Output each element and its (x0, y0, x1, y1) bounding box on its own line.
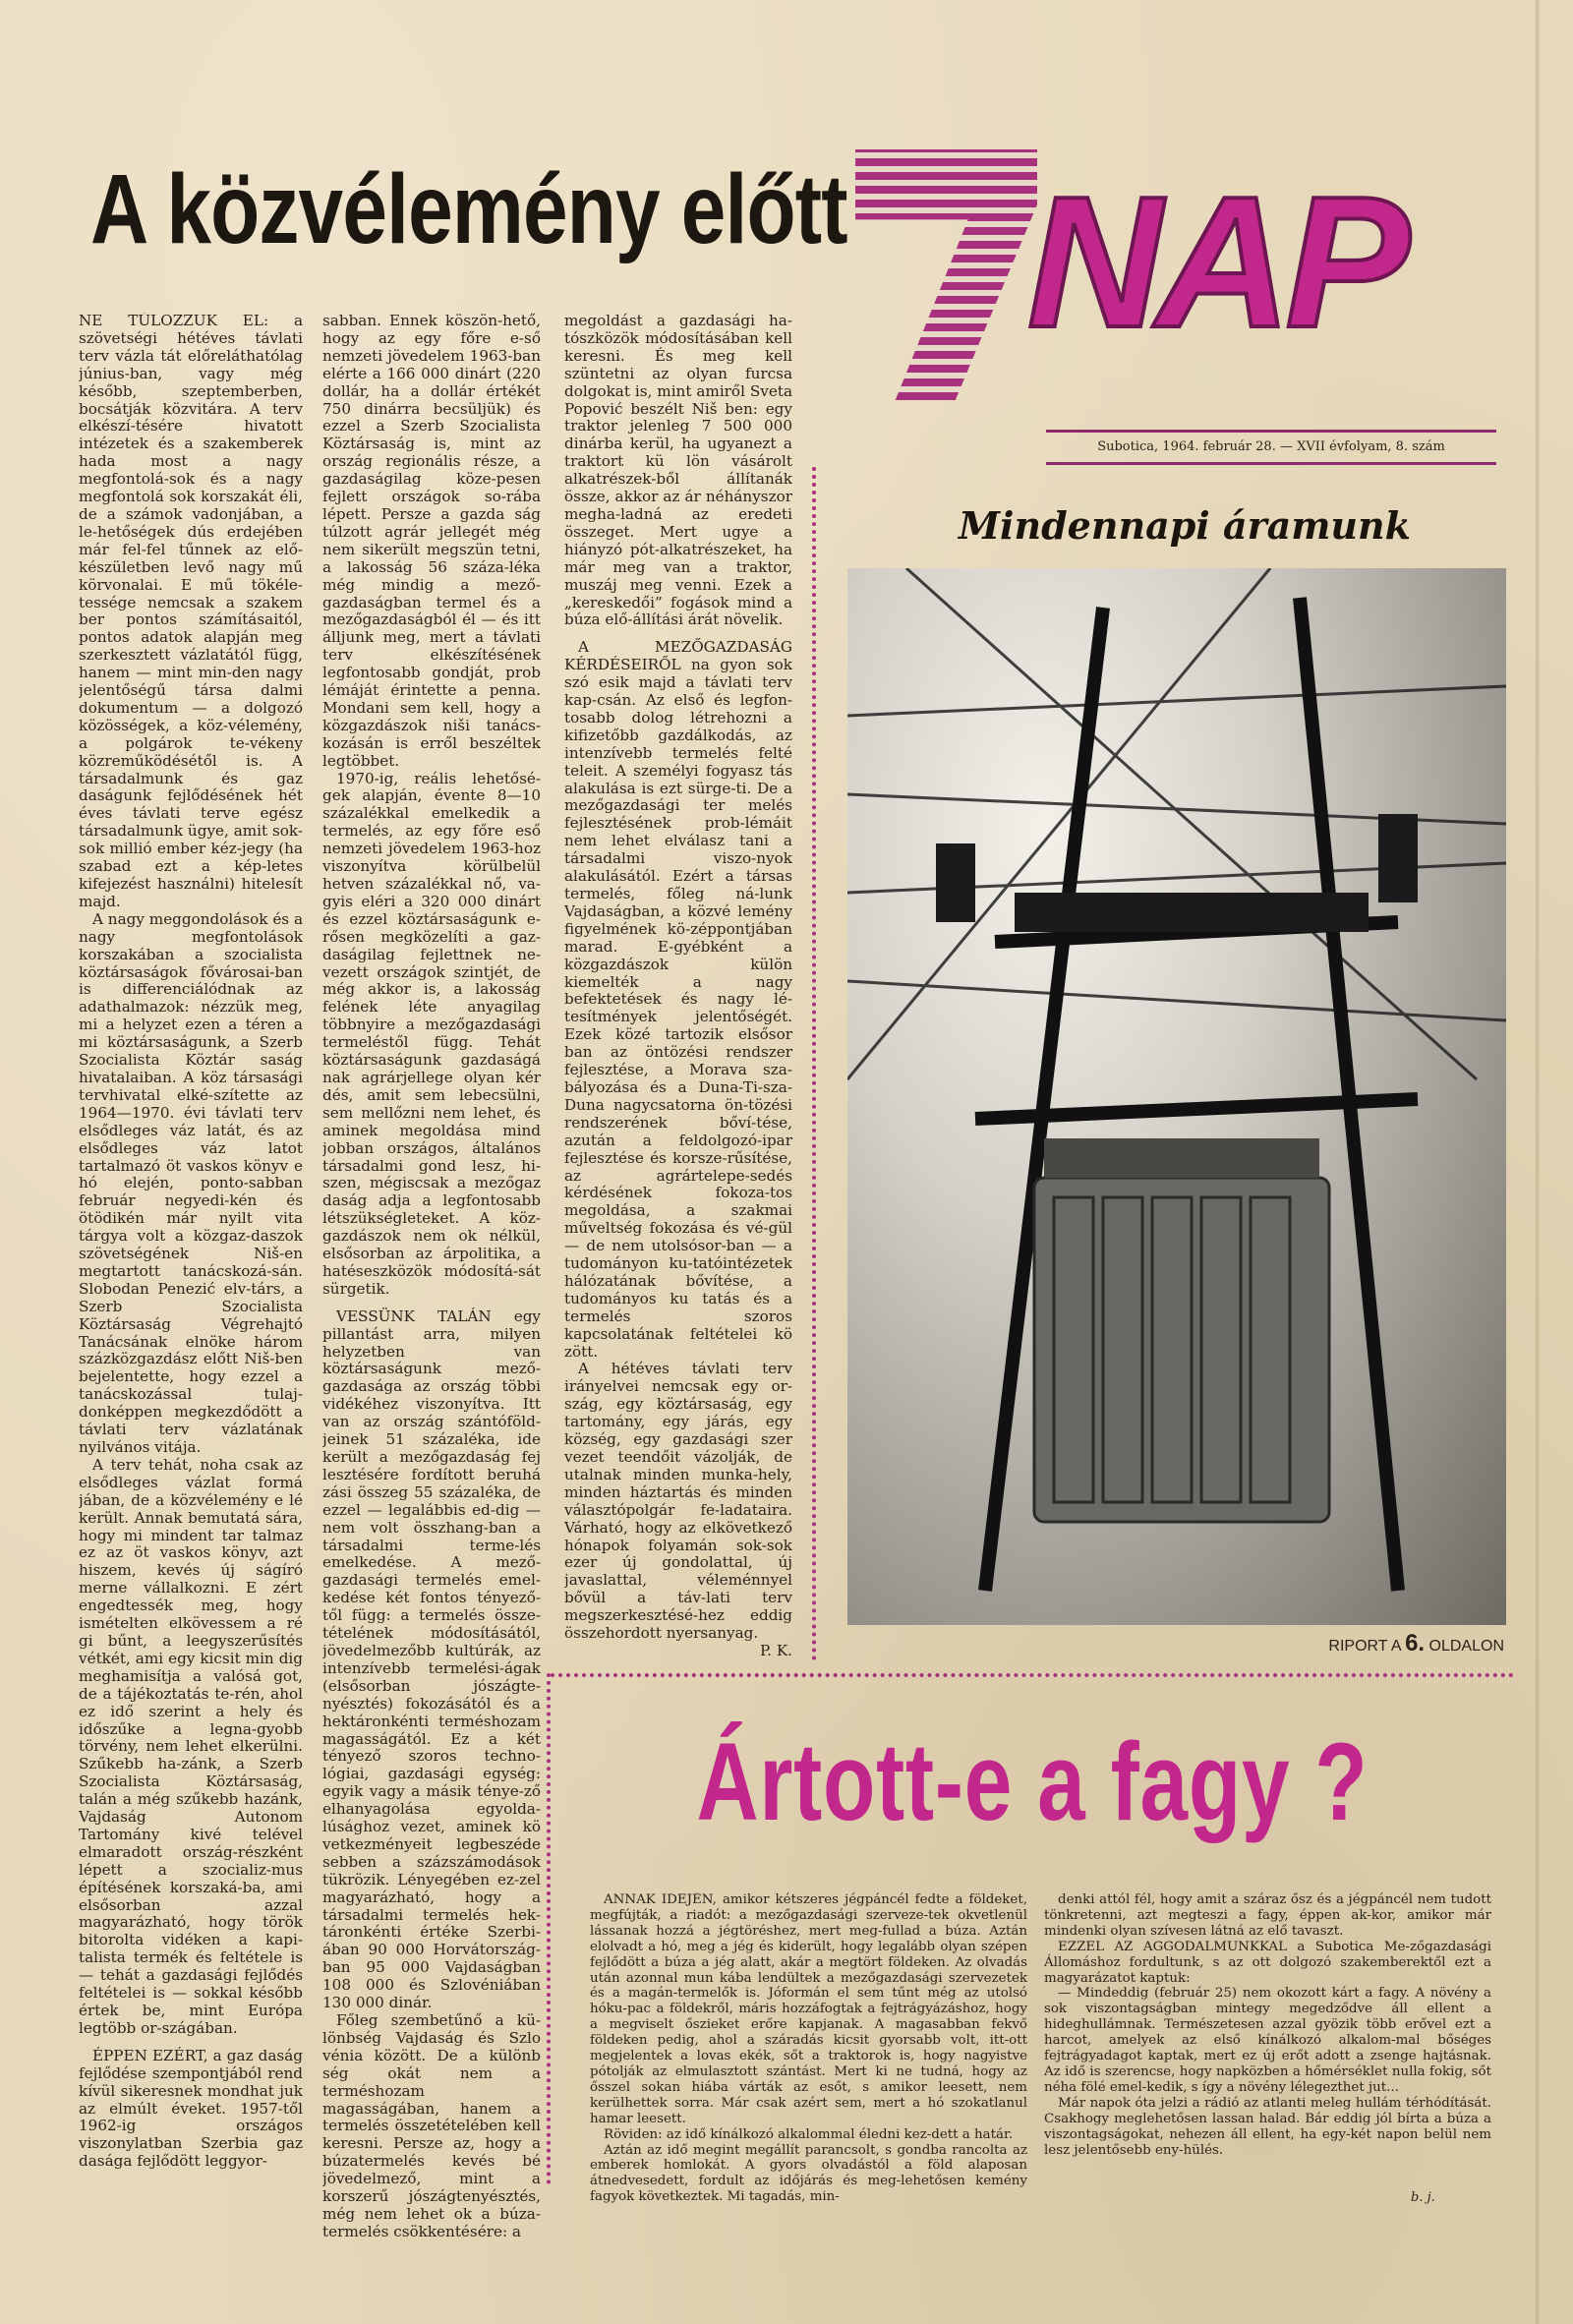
masthead (855, 149, 1494, 425)
paragraph: VESSÜNK TALÁN egy pillantást arra, milyen helyzetben van köztársaságunk mező-gazdasága az ország többi vidékéhez viszonyítva. Itt van az ország szántóföld-jeinek 51 százaléka, ide került a mezőgazdaság fej lesztésére fordított beruhá zási összeg 55 százaléka, de ezzel — legalábbis ed-dig — nem volt összhang-ban a társadalmi terme-lés emelkedése. A mező-gazdasági termelés emel-kedése két fontos tényező-től függ: a termelés össze-tételének módosításától, jövedelmezőbb kultúrák, az intenzívebb termelési-ágak (elsősorban jószágte-nyésztés) fokozásától és a hektáronkénti terméshozam magasságától. Ez a két tényező szoros techno-lógiai, gazdasági egység: egyik vagy a másik ténye-ző elhanyagolása egyolda-lúsághoz vezet, aminek kö vetkezményeit legbeszéde sebben a százszámodások tükrözik. Lényegében ez-zel magyarázható, hogy a társadalmi termelés hek-táronkénti értéke Szerbi-ában 90 000 Horvátország-ban 95 000 Vajdaságban 108 000 és Szlovéniában 130 000 dinár. (322, 1307, 541, 2012)
page-fold (1536, 0, 1542, 2324)
paragraph: Már napok óta jelzi a rádió az atlanti meleg hullám térhódítását. Csakhogy meglehetősen lassan halad. Bár eddig jól bírta a búza a viszontagságokat, nehezen áll ellent, ha egy-két napon belül nem lesz jelentősebb eny-hülés. (1044, 2095, 1491, 2158)
dotted-frame-bottom (551, 1673, 1514, 1677)
paragraph: Főleg szembetűnő a kü-lönbség Vajdaság és Szlo vénia között. De a különb ség okát nem a terméshozam magasságában, hanem a termelés összetételében kell keresni. Persze az, hogy a búzatermelés kevés bé jövedelmező, mint a korszerű jószágtenyésztés, még nem lehet ok a búza-termelés csökkentésére: a (322, 2011, 541, 2240)
photo-title: Mindennapi áramunk (958, 503, 1412, 548)
dotted-frame-left (812, 467, 816, 1661)
paragraph: A MEZŐGAZDASÁG KÉRDÉSEIRŐL na gyon sok szó esik majd a távlati terv kap-csán. Az első és legfon-tosabb dolog létrehozni a kifizetőbb gazdálkodás, az intenzívebb termelés felté teleit. A személyi fogyasz tás alakulása is ezt sürge-ti. De a mezőgazdasági ter melés fejlesztésének prob-lémáit nem lehet elválasz tani a társadalmi viszo-nyok alakulásától. Ezért a társas termelés, főleg ná-lunk Vajdaságban, a közvé lemény figyelmének kö-zéppontjában marad. E-gyébként a közgazdászok külön kiemelték a nagy befektetések és nagy lé-tesítmények jelentőségét. Ezek közé tartozik elsősor ban az öntözési rendszer fejlesztése, a Morava sza-bályozása és a Duna-Ti-sza-Duna nagycsatorna ön-tözési rendszerének bőví-tése, azután a feldolgozó-ipar fejlesztése és korsze-rűsítése, az agrártelepe-sedés kérdésének fokoza-tos megoldása, a szakmai műveltség fokozása és vé-gül — de nem utolsósor-ban — a tudományon ku-tatóintézetek hálózatának bővítése, a tudományos ku tatás és a termelés szoros kapcsolatának feltételei kö zött. (564, 638, 792, 1361)
paragraph: — Mindeddig (február 25) nem okozott kárt a fagy. A növény a sok viszontagságban mintegy megedződve áll ellent a hideghullámnak. Természetesen azzal gyözik több erővel ezt a harcot, amelyek az első kínálkozó alkalom-mal bőséges fejtrágyadagot kaptak, mert ez új erőt adott a zsenge hajtásnak. Az idő is szerencse, hogy napközben a hőmérséklet nulla fokig, sőt néha fölé emel-kedik, s így a növény lélegezthet jut... (1044, 1986, 1491, 2095)
article2-column-right (1044, 1892, 1491, 2187)
article2-headline: Ártott-e a fagy ? (696, 1720, 1369, 1843)
article1-signature: P. K. (760, 1641, 792, 1659)
paragraph: ÉPPEN EZÉRT, a gaz daság fejlődése szempontjából rend kívül sikeresnek mondhat juk az elmúlt éveket. 1957-től 1962-ig országos viszonylatban Szerbia gaz dasága fejlődött leggyor- (79, 2046, 303, 2171)
paragraph: EZZEL AZ AGGODALMUNKKAL a Subotica Me-zőgazdasági Állomáshoz fordultunk, s az ott dolgozó szakemberektől ezt a magyarázatot kaptuk: (1044, 1939, 1491, 1986)
paragraph: NE TÚLOZZUK EL: a szövetségi hétéves távlati terv vázla tát előreláthatólag június-ban, vagy még később, szeptemberben, bocsátják közvitára. A terv elkészí-tésére hivatott intézetek és a szakemberek hada most a nagy megfontolá-sok és a nagy megfontolá sok korszakát éli, de a számok vadonjában, a le-hetőségek dús erdejében már fel-fel tűnnek az elő-készületben levő nagy mű körvonalai. E mű tökéle-tessége nemcsak a szakem ber pontos számításaitól, pontos adatok alapján meg szerkesztett vázlatától függ, hanem — mint min-den nagy jelentőségű társa dalmi dokumentum — a dolgozó közösségek, a köz-vélemény, a polgárok te-vékeny közreműködésétől is. A társadalmunk és gaz daságunk fejlődésének hét éves távlati terve egész társadalmunk ügye, amit sok-sok millió ember kéz-jegy (ha szabad ezt a kép-letes kifejezést használni) hitelesít majd. (79, 313, 303, 910)
paragraph: denki attól fél, hogy amit a száraz ősz és a jégpáncél nem tudott tönkretenni, azt megteszi a fagy, éppen ak-kor, amikor már mindenki olyan szívesen látná az elő tavaszt. (1044, 1892, 1491, 1939)
power-pole-illustration (847, 568, 1506, 1625)
paragraph: A hétéves távlati terv irányelvei nemcsak egy or-szág, egy köztársaság, egy tartomány, egy járás, egy község, egy gazdasági szer vezet teendőit vázolják, de utalnak minden munka-hely, minden háztartás és minden választópolgár fe-ladataira. Várható, hogy az elkövetkező hónapok folyamán sok-sok ezer új gondolattal, új javaslattal, véleménnyel bővül a táv-lati terv megszerkesztésé-hez eddig összehordott nyersanyag. (564, 1360, 792, 1643)
article1-column-2 (322, 313, 541, 2259)
paragraph: Aztán az idő megint megállít parancsolt, s gondba rancolta az emberek homlokát. A gyors olvadástól a föld alaposan átnedvesedett, fordult az időjárás és meg-lehetősen kemény fagyok következtek. Mi tagadás, min- (590, 2142, 1027, 2205)
caption-page-number: 6. (1405, 1630, 1426, 1656)
paragraph: sabban. Ennek köszön-hető, hogy az egy főre e-ső nemzeti jövedelem 1963-ban elérte a 166 000 dinárt (220 dollár, ha a dollár értékét 750 dinárra becsüljük) és ezzel a Szerb Szocialista Köztársaság is, mint az ország regionális része, a gazdaságilag köze-pesen fejlett országok so-rába lépett. Persze a gazda ság túlzott agrár jellegét még nem sikerült megszün tetni, a lakosság 56 száza-léka még mindig a mező-gazdaságban termel és a mezőgazdaságból él — és itt álljunk meg, mert a távlati terv elkészítésének legfontosabb gondját, prob lémáját érintette a penna. Mondani sem kell, hogy a közgazdászok niši tanács-kozásán is erről beszéltek legtöbbet. (322, 313, 541, 770)
paragraph: megoldást a gazdasági ha-tószközök módosításában kell keresni. És meg kell szüntetni az olyan furcsa dolgokat is, mint amiről Sveta Popović beszélt Niš ben: egy traktor jelenleg 7 500 000 dinárba kerül, ha ugyanezt a traktort kü lön vásárolt alkatrészek-ből állítanák össze, akkor az ár néhányszor megha-ladná az eredeti összeget. Mert ugye a hiányzó pót-alkatrészeket, ha már meg van a traktor, muszáj meg venni. Ezek a „kereskedői” fogások mind a búza elő-állítási árát növelik. (564, 313, 792, 629)
article1-column-1 (79, 313, 303, 2259)
dotted-frame-left-lower (547, 1673, 551, 2184)
transformer-pole-photo (847, 568, 1506, 1625)
paragraph: 1970-ig, reális lehetősé-gek alapján, évente 8—10 százalékkal emelkedik a termelés, az egy főre eső nemzeti jövedelem 1963-hoz viszonyítva körülbelül hetven százalékkal nő, va-gyis eléri a 320 000 dinárt és ezzel köztársaságunk e-rősen megközelíti a gaz-daságilag fejlettnek ne-vezett országok szintjét, de még akkor is, a lakosság felének léte anyagilag többnyire a mezőgazdasági termeléstől függ. Tehát köztársaságunk gazdaságá nak agrárjellege olyan kér dés, amit sem lebecsülni, sem mellőzni nem lehet, és aminek megoldása mind jobban országos, általános társadalmi gond lesz, hi-szen, mégiscsak a mezőgaz daság adja a legfontosabb létszükségleteket. A köz-gazdászok nem ok nélkül, elsősorban az árpolitika, a hatéseszközök módosítá-sát sürgetik. (322, 769, 541, 1298)
caption-prefix: RIPORT A (1328, 1638, 1401, 1655)
main-headline: A közvélemény előtt (90, 154, 847, 264)
photo-caption (1278, 1630, 1504, 1657)
dateline: Subotica, 1964. február 28. — XVII évfolyam, 8. szám (1046, 430, 1496, 465)
article1-column-3 (564, 313, 792, 1669)
article2-column-left (590, 1892, 1027, 2217)
paragraph: A terv tehát, noha csak az elsődleges vázlat formá jában, de a közvélemény e lé került. Annak bemutatá sára, hogy mi mindent tar talmaz ez az öt vaskos könyv, azt hiszem, kevés új ságíró merne vállalkozni. E zért engedtessék meg, hogy ismételten elkövessem a ré gi bűnt, a leegyszerűsítés vétkét, ami egy kicsit min dig meghamisítja a valósá got, de a tájékoztatás te-rén, ahol ez idő szerint a hely és időszűke a legna-gyobb törvény, nem lehet elkerülni. Szűkebb ha-zánk, a Szerb Szocialista Köztársaság, talán a még szűkebb hazánk, Vajdaság Autonom Tartomány kivé telével elmaradott ország-részként lépett a szocializ-mus építésének korszaká-ba, ami elsősorban azzal magyarázható, hogy török bitorolta vidéken a kapi-talista termék és feltétele is — tehát a gazdasági fejlődés feltételei is — sokkal később értek be, mint Európa legtöbb or-szágában. (79, 1455, 303, 2037)
paragraph: Röviden: az idő kínálkozó alkalommal éledni kez-dett a határ. (604, 2126, 1014, 2142)
paragraph: A nagy meggondolások és a nagy megfontolások korszakában a szocialista köztársaságok fővárosai-ban is differenciálódnak az adathalmazok: nézzük meg, mi a helyzet ezen a téren a mi köztársaságunk, a Szerb Szocialista Köztár saság hivatalaiban. A köz társasági tervhivatal elké-szítette az 1964—1970. évi távlati terv elsődleges váz latát, és az elsődleges váz latot tartalmazó öt vaskos könyv e hó elején, ponto-sabban február negyedi-kén és ötödikén már nyilt vita tárgya volt a közgaz-daszok szövetségének Niš-en megtartott tanácskozá-sán. Slobodan Penezić elv-társ, a Szerb Szocialista Köztársaság Végrehajtó Tanácsának elnöke három százközgazdász előtt Niš-ben bejelentette, hogy ezzel a tanácskozással tulaj-donképpen megkezdődött a távlati terv vázlatának nyilvános vitája. (79, 909, 303, 1456)
caption-suffix: OLDALON (1428, 1638, 1504, 1655)
masthead-seven-logo (855, 149, 1037, 400)
paragraph: ANNAK IDEJÉN, amikor kétszeres jégpáncél fedte a földeket, megfújták, a riadót: a mezőgazdasági szerveze-tek okvetlenül lássanak hozzá a jégtöréshez, mert meg-fullad a búza. Aztán elolvadt a hó, meg a jég és kiderült, hogy legalább olyan szépen fejlődött a búza a jég alatt, akár a megtört földeken. Az olvadás után azonnal mun kába lendültek a mezőgazdasági szervezetek és a magán-termelők is. Jóformán el sem tűnt még az utolsó hóku-pac a földekről, máris hozzáfogtak a fejtrágyázáshoz, hogy a megviselt őszieket erőre kapjanak. A magasabban fekvő földeken pedig, ahol a száradás kicsit gyorsabb volt, itt-ott megjelentek a lovas ekék, sőt a traktorok is, hogy nagyistve pótolják az elmulasztott szántást. Mert ki ne tudná, hogy az ősszel sokan hiába várták az esőt, s amikor leesett, nem kerülhettek sorra. Már csak azért sem, mert a hó szokatlanul hamar leesett. (590, 1892, 1027, 2126)
article2-signature: b. j. (1411, 2190, 1435, 2205)
masthead-title: NAP (1027, 158, 1405, 367)
